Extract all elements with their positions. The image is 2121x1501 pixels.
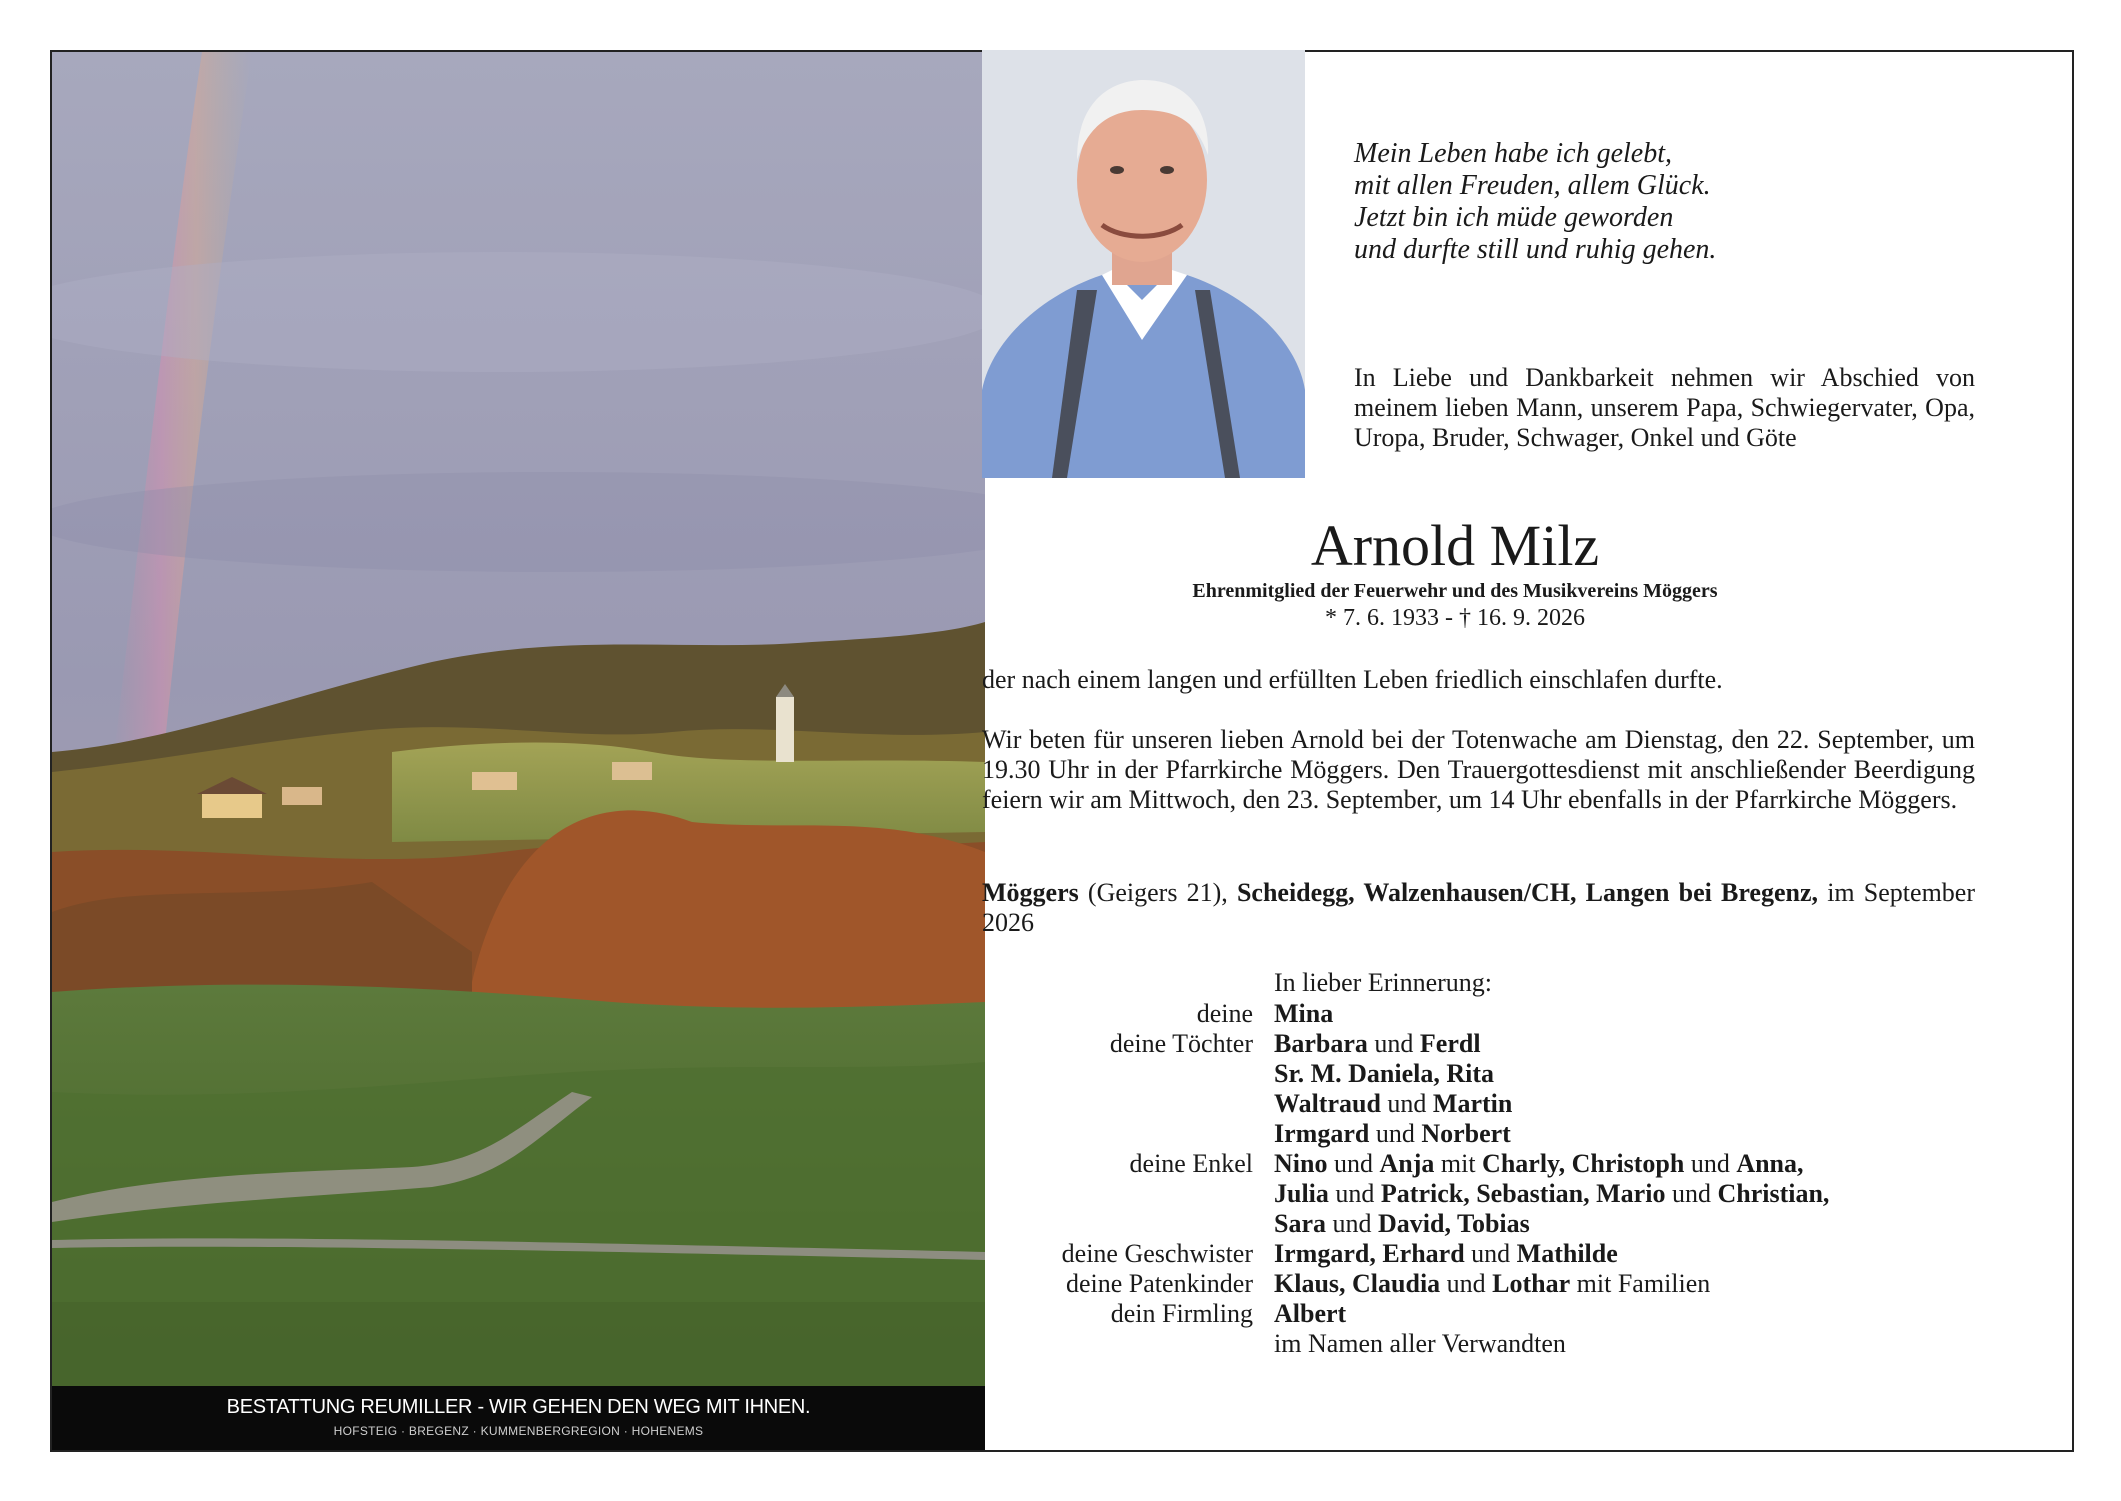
mourner-row <box>982 1209 1975 1239</box>
memory-heading: In lieber Erinnerung: <box>1274 968 1493 997</box>
mourner-row <box>982 1089 1975 1119</box>
relative-names: Barbara und Ferdl <box>1274 1029 1481 1058</box>
place-and-date <box>982 878 1975 938</box>
mourner-row <box>982 1179 1975 1209</box>
relative-names: Sara und David, Tobias <box>1274 1209 1530 1238</box>
portrait-photo <box>982 50 1305 478</box>
funeral-home-slogan: BESTATTUNG REUMILLER - WIR GEHEN DEN WEG MIT IHNEN. <box>226 1396 811 1418</box>
mourner-closing <box>982 1329 1975 1359</box>
landscape-photo <box>52 52 985 1450</box>
closing-text: im Namen aller Verwandten <box>1274 1329 1566 1358</box>
relative-names: Sr. M. Daniela, Rita <box>1274 1059 1495 1088</box>
farewell-intro: In Liebe und Dankbarkeit nehmen wir Abschied von meinem lieben Mann, unserem Papa, Schwiegervater, Opa, Uropa, Bruder, Schwager, Onkel und Göte <box>1354 363 1975 452</box>
relation-label: deine Geschwister <box>1061 1239 1253 1268</box>
relative-names: Irmgard und Norbert <box>1274 1119 1511 1148</box>
relative-names: Klaus, Claudia und Lothar mit Familien <box>1274 1269 1711 1298</box>
relative-names: Waltraud und Martin <box>1274 1089 1513 1118</box>
mourner-row <box>982 1299 1975 1329</box>
relative-names: Nino und Anja mit Charly, Christoph und Anna, <box>1274 1149 1804 1178</box>
deceased-name: Arnold Milz <box>1310 513 1600 578</box>
memorial-poem <box>1354 138 1914 266</box>
relation-label: deine <box>1196 999 1253 1028</box>
mourner-row <box>982 1029 1975 1059</box>
relative-names: Irmgard, Erhard und Mathilde <box>1274 1239 1618 1268</box>
relative-names: Julia und Patrick, Sebastian, Mario und Christian, <box>1274 1179 1830 1208</box>
mourner-row <box>982 999 1975 1029</box>
life-dates: * 7. 6. 1933 - † 16. 9. 2026 <box>1325 605 1585 631</box>
poem-line: Mein Leben habe ich gelebt, <box>1354 138 1673 169</box>
mourner-row <box>982 1149 1975 1179</box>
relation-label: deine Patenkinder <box>1066 1269 1253 1298</box>
poem-line: Jetzt bin ich müde geworden <box>1354 202 1674 233</box>
address: (Geigers 21), <box>1087 878 1228 907</box>
mourner-row <box>982 1059 1975 1089</box>
service-details: Wir beten für unseren lieben Arnold bei der Totenwache am Dienstag, den 22. September, um 19.30 Uhr in der Pfarrkirche Möggers. Den Trauergottesdienst mit anschließender Beerdigung feiern wir am Mittwoch, den 23. September, um 14 Uhr ebenfalls in der Pfarrkirche Möggers. <box>982 725 1975 814</box>
relation-label: deine Töchter <box>1109 1029 1253 1058</box>
relation-label: dein Firmling <box>1110 1299 1253 1328</box>
poem-line: mit allen Freuden, allem Glück. <box>1354 170 1711 201</box>
funeral-home-regions: HOFSTEIG · BREGENZ · KUMMENBERGREGION · HOHENEMS <box>333 1424 704 1438</box>
mourner-row <box>982 1119 1975 1149</box>
relation-label: deine Enkel <box>1129 1149 1253 1178</box>
relative-names: Albert <box>1274 1299 1347 1328</box>
mourner-row <box>982 1269 1975 1299</box>
funeral-home-footer <box>52 1386 985 1450</box>
family-places: Scheidegg, Walzenhausen/CH, Langen bei Bregenz, <box>1236 878 1819 907</box>
relative-names: Mina <box>1274 999 1334 1028</box>
deceased-honors: Ehrenmitglied der Feuerwehr und des Musikvereins Möggers <box>1192 580 1718 602</box>
place-name: Möggers <box>982 878 1079 907</box>
poem-line: und durfte still und ruhig gehen. <box>1354 234 1717 265</box>
passing-statement: der nach einem langen und erfüllten Leben friedlich einschlafen durfte. <box>982 665 1723 694</box>
issue-date: im September 2026 <box>982 878 1975 937</box>
mourner-row <box>982 1239 1975 1269</box>
